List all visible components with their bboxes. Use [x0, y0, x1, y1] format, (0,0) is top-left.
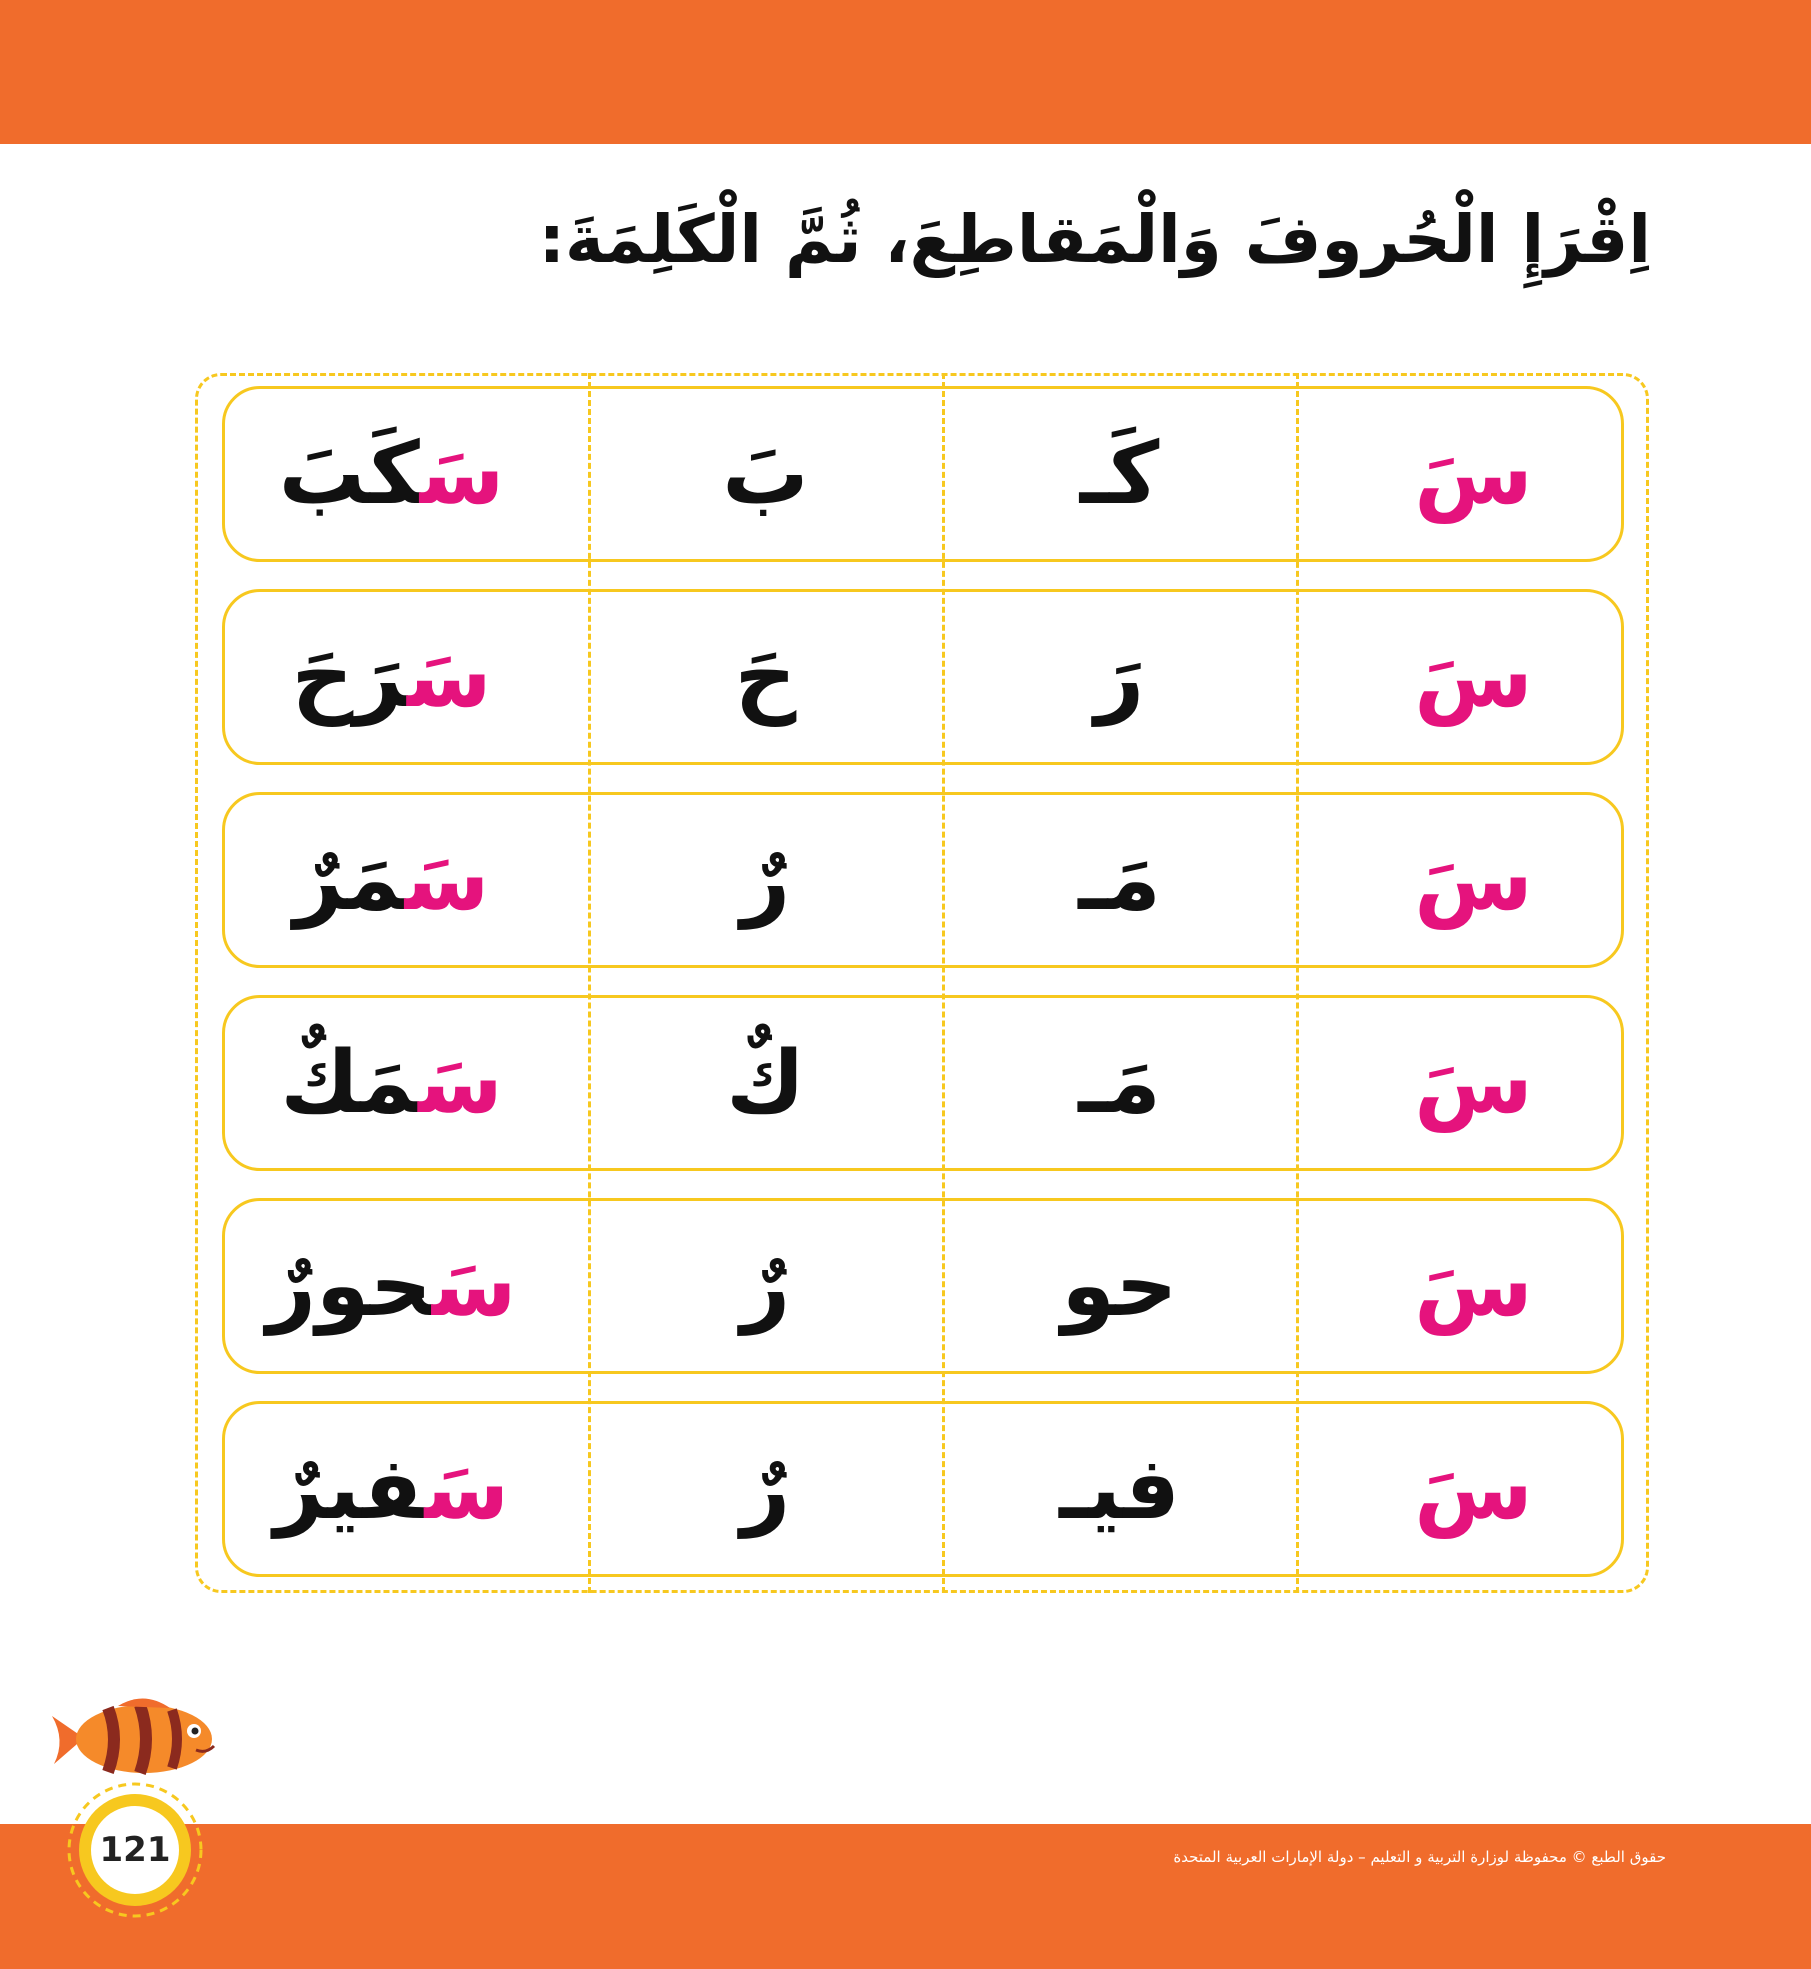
bottom-footer-band: [0, 1824, 1811, 1969]
syllable-cell: حَ: [734, 627, 797, 727]
fish-icon: [48, 1694, 223, 1784]
syllable-cell: بَ: [722, 424, 809, 524]
syllable-cell: رٌ: [740, 1236, 791, 1336]
word-cell: [215, 589, 568, 765]
syllable-cell: حو: [1061, 1236, 1178, 1336]
copyright-text: حقوق الطبع © محفوظة لوزارة التربية و التعليم – دولة الإمارات العربية المتحدة: [1173, 1848, 1666, 1866]
syllable-cell: رٌ: [740, 830, 791, 930]
word-lead: سَ: [419, 424, 505, 524]
syllable-cell: سَ: [1414, 1033, 1533, 1133]
syllable-cell: سَ: [1414, 424, 1533, 524]
syllable-cell: رٌ: [740, 1439, 791, 1539]
syllable-cell: فيـ: [1059, 1439, 1180, 1539]
word-lead: سَ: [424, 1439, 510, 1539]
syllable-cell: سَ: [1414, 627, 1533, 727]
word-cell: [215, 386, 568, 562]
syllable-cell: مَـ: [1078, 1033, 1161, 1133]
syllable-cell: رَ: [1094, 627, 1145, 727]
syllable-cell: سَ: [1414, 1439, 1533, 1539]
syllable-cell: كٌ: [726, 1033, 805, 1133]
word-rest: فيرٌ: [273, 1439, 425, 1539]
word-rest: مَكٌ: [280, 1033, 419, 1133]
top-header-band: [0, 0, 1811, 144]
instruction-heading: اِقْرَإِ الْحُروفَ وَالْمَقاطِعَ، ثُمَّ الْكَلِمَةَ:: [538, 201, 1651, 278]
page-number: 121: [99, 1830, 171, 1870]
word-lead: سَ: [406, 627, 492, 727]
word-lead: سَ: [404, 830, 490, 930]
word-cell: [215, 1198, 568, 1374]
word-cell: [215, 792, 568, 968]
word-rest: مَرٌ: [293, 830, 405, 930]
word-rest: حورٌ: [266, 1236, 432, 1336]
syllable-cell: سَ: [1414, 1236, 1533, 1336]
syllable-cell: سَ: [1414, 830, 1533, 930]
syllable-cell: كَـ: [1079, 424, 1160, 524]
word-rest: رَحَ: [291, 627, 407, 727]
word-lead: سَ: [418, 1033, 503, 1133]
syllable-cell: مَـ: [1078, 830, 1161, 930]
word-cell: [215, 1401, 568, 1577]
word-lead: سَ: [431, 1236, 517, 1336]
word-cell: [215, 995, 568, 1171]
word-rest: كَبَ: [278, 424, 420, 524]
